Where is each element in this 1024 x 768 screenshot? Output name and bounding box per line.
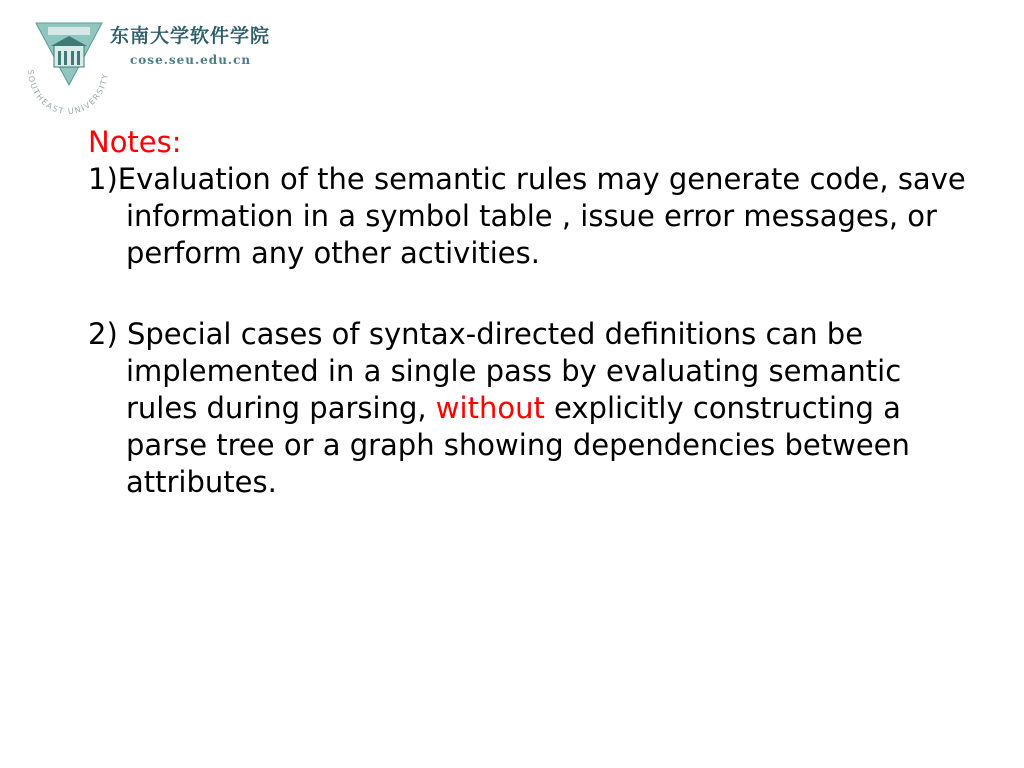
- note-item-2: [88, 316, 968, 501]
- note-item-1: 1)Evaluation of the semantic rules may generate code, save information in a symbol table , issue error messages, or perform any other activities.: [88, 162, 966, 270]
- school-url: cose.seu.edu.cn: [130, 53, 252, 67]
- university-seal-icon: [18, 15, 118, 125]
- notes-title: Notes:: [88, 125, 182, 159]
- note-item-2-text-start: 2) Special cases of syntax-directed definitions can be implemented in a single pass by evaluating semantic rules during parsing,: [88, 317, 902, 425]
- school-logo: [18, 15, 278, 130]
- note-item-2-text-end: explicitly constructing a parse tree or a graph showing dependencies between attributes.: [126, 391, 910, 499]
- spacer: [88, 272, 968, 316]
- notes-content: [88, 124, 968, 501]
- school-name: 东南大学软件学院: [110, 25, 271, 47]
- note-item-2-highlight: without: [435, 391, 545, 425]
- seal-text: SOUTHEAST UNIVERSITY: [25, 69, 110, 117]
